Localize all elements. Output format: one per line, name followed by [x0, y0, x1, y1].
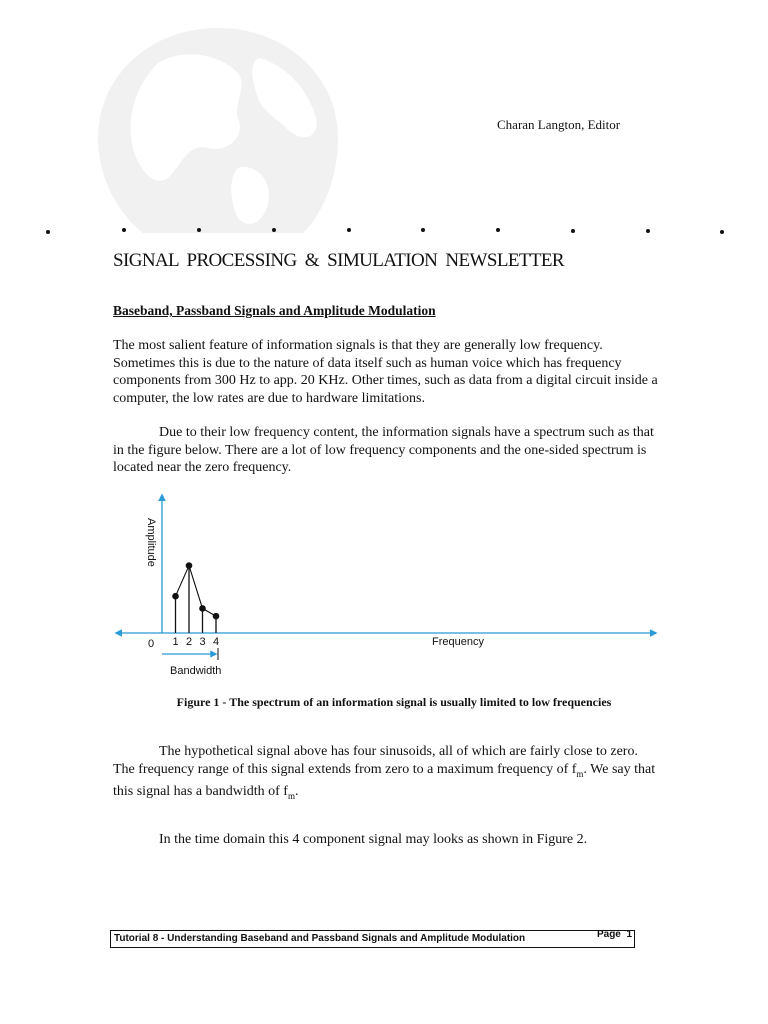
- spectrum-figure: [108, 490, 668, 685]
- page-footer: [110, 930, 635, 948]
- globe-watermark-icon: [88, 18, 348, 233]
- spectrum-envelope: [176, 566, 217, 617]
- tick-label-2: 2: [185, 636, 193, 648]
- tick-labels: [172, 636, 219, 648]
- stem-point-1: [172, 593, 179, 600]
- bandwidth-label: Bandwidth: [170, 665, 222, 677]
- paragraph-3: The hypothetical signal above has four sinusoids, all of which are fairly close to zero. The frequency range of this signal extends from zero to a maximum frequency of $f_m$. We say that this signal has a bandwidth of $f_m$.: [113, 744, 656, 801]
- origin-label: 0: [148, 638, 155, 650]
- footer-title: Tutorial 8 - Understanding Baseband and Passband Signals and Amplitude Modulation: [114, 933, 526, 944]
- tick-label-3: 3: [199, 636, 206, 648]
- newsletter-title: SIGNAL PROCESSING & SIMULATION NEWSLETTER: [113, 250, 564, 271]
- x-axis-label: Frequency: [432, 636, 484, 648]
- page-number: Page 1: [596, 929, 632, 940]
- paragraph-4: In the time domain this 4 component signal may looks as shown in Figure 2.: [159, 832, 588, 847]
- paragraph-1: The most salient feature of information signals is that they are generally low frequency. Sometimes this is due to the nature of data itself such as human voice which has frequency components from 300 Hz to app. 20 KHz. Other times, such as data from a digital circuit inside a computer, the low rates are due to hardware limitations.: [113, 338, 658, 406]
- tick-label-1: 1: [172, 636, 179, 648]
- decorative-dots: [0, 218, 768, 242]
- editor-name: Charan Langton, Editor: [497, 117, 621, 132]
- stem-series: [172, 562, 219, 633]
- article-heading: Baseband, Passband Signals and Amplitude Modulation: [113, 303, 436, 318]
- tick-label-4: 4: [212, 636, 220, 648]
- paragraph-2: Due to their low frequency content, the information signals have a spectrum such as that in the figure below. There are a lot of low frequency components and the one-sided spectrum is located near the zero frequency.: [113, 425, 654, 475]
- figure-caption: Figure 1 - The spectrum of an information signal is usually limited to low frequencies: [176, 695, 612, 709]
- y-axis-label: Amplitude: [145, 518, 157, 567]
